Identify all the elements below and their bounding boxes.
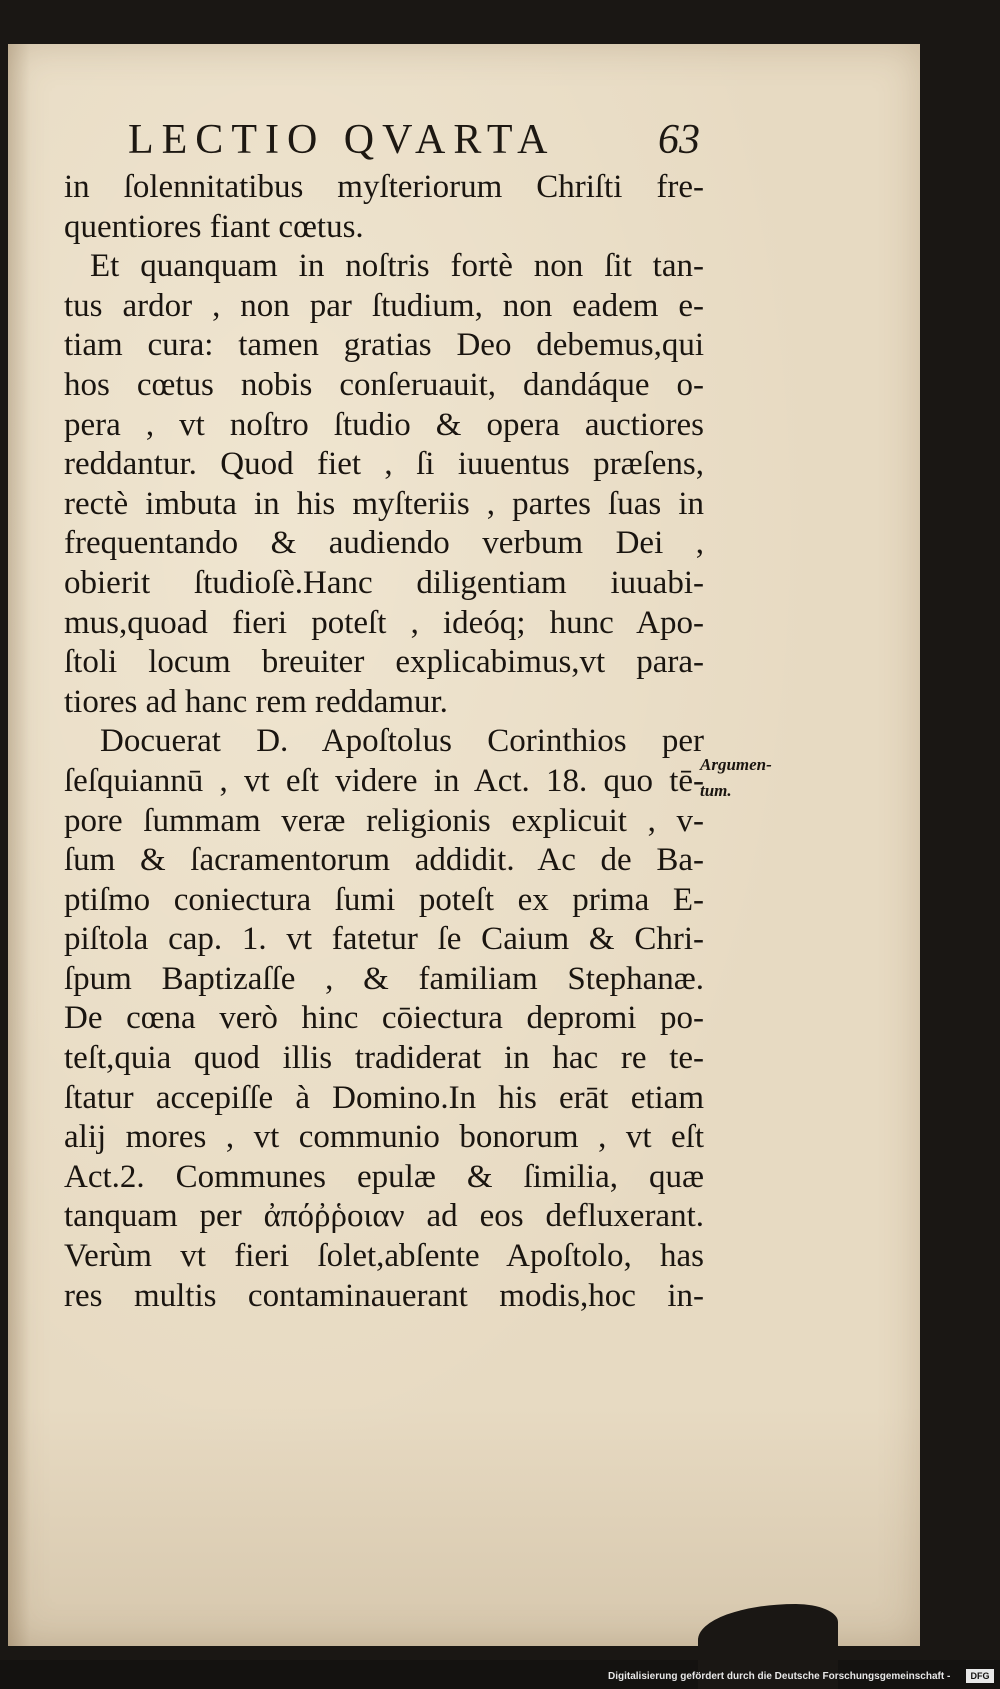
text-line: ſpum Baptizaſſe , & familiam Stephanæ. [64,960,704,997]
text-line: ſeſquiannū , vt eſt videre in Act. 18. quo tē- [64,762,704,799]
text-line: pera , vt noſtro ſtudio & opera auctiores [64,406,704,443]
text-line: piſtola cap. 1. vt fatetur ſe Caium & Chri- [64,921,704,958]
digitization-credit: Digitalisierung gefördert durch die Deutsche Forschungsgemeinschaft - [608,1671,951,1682]
main-text [64,168,704,1316]
text-line: Verùm vt fieri ſolet,abſente Apoſtolo, has [64,1238,704,1275]
text-line: res multis contaminauerant modis,hoc in- [64,1277,704,1314]
text-line: quentiores fiant cœtus. [64,208,364,245]
text-line: tiores ad hanc rem reddamur. [64,683,448,720]
text-line: mus,quoad fieri poteſt , ideóq; hunc Apo- [64,604,704,641]
page-number: 63 [658,117,700,163]
text-line: pore ſummam veræ religionis explicuit , v- [64,802,704,839]
text-line: Act.2. Communes epulæ & ſimilia, quæ [64,1158,704,1195]
text-line: ſtoli locum breuiter explicabimus,vt para- [64,644,704,681]
text-line: in ſolennitatibus myſteriorum Chriſti fre- [64,169,704,205]
text-line: Docuerat D. Apoſtolus Corinthios per [100,723,704,760]
text-line: ſum & ſacramentorum addidit. Ac de Ba- [64,842,704,879]
marginal-note [700,752,772,804]
text-line: tiam cura: tamen gratias Deo debemus,qui [64,327,704,364]
marginal-note-line: tum. [700,781,732,800]
running-head: LECTIO QVARTA [128,117,556,163]
text-line: ptiſmo coniectura ſumi poteſt ex prima E- [64,881,704,918]
text-line: frequentando & audiendo verbum Dei , [64,525,704,562]
text-line: teſt,quia quod illis tradiderat in hac re te- [64,1040,704,1077]
text-line: reddantur. Quod fiet , ſi iuuentus præſens, [64,446,704,483]
text-line: ſtatur accepiſſe à Domino.In his erāt etiam [64,1079,704,1116]
text-line: tus ardor , non par ſtudium, non eadem e- [64,287,704,324]
dfg-logo: DFG [966,1669,994,1683]
text-line: rectè imbuta in his myſteriis , partes ſuas in [64,485,704,522]
marginal-note-line: Argumen- [700,755,772,774]
text-line: De cœna verò hinc cōiectura depromi po- [64,1000,704,1037]
text-line: obierit ſtudioſè.Hanc diligentiam iuuabi- [64,564,704,601]
text-line: Et quanquam in noſtris fortè non ſit tan- [90,248,704,285]
text-line: hos cœtus nobis conſeruauit, dandáque o- [64,366,704,403]
text-line: alij mores , vt communio bonorum , vt eſt [64,1119,704,1156]
text-line: tanquam per ἀπόῤῥοιαν ad eos defluxerant. [64,1198,704,1235]
